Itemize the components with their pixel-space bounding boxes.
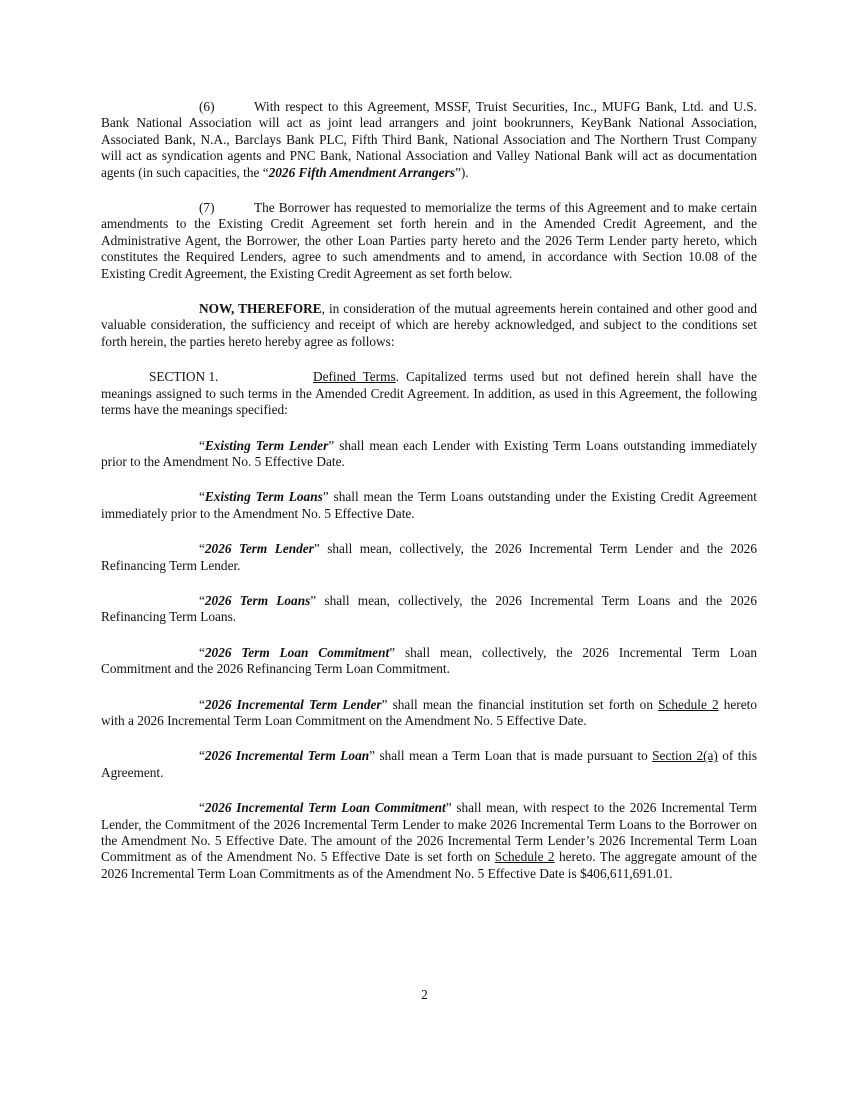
document-page: [101, 99, 757, 901]
definition: “2026 Term Loan Commitment” shall mean, collectively, the 2026 Incremental Term Loan Commitment and the 2026 Refinancing Term Loan Commitment.: [101, 644, 757, 677]
paragraph-7: (7) The Borrower has requested to memorialize the terms of this Agreement and to make certain amendments to the Existing Credit Agreement set forth herein and in the Amended Credit Agreement, and the Administrative Agent, the Borrower, the other Loan Parties party hereto and the 2026 Term Lender party hereto, which constitutes the Required Lenders, agree to such amendments and to amend, in accordance with Section 10.08 of the Existing Credit Agreement, the Existing Credit Agreement as set forth below.: [101, 200, 757, 281]
section-label: SECTION 1.: [149, 369, 219, 385]
paragraph-number: (6): [199, 99, 215, 114]
defined-term: 2026 Incremental Term Loan: [204, 748, 370, 764]
defined-term: Existing Term Loans: [204, 489, 323, 505]
now-therefore-paragraph: NOW, THEREFORE, in consideration of the mutual agreements herein contained and other good and valuable consideration, the sufficiency and receipt of which are hereby acknowledged, and subject to the conditions set forth herein, the parties hereto hereby agree as follows:: [101, 301, 757, 349]
page-number: 2: [421, 987, 428, 1002]
schedule-reference: Schedule 2: [658, 696, 719, 712]
section-reference: Section 2(a): [652, 748, 718, 764]
definition: “2026 Term Lender” shall mean, collectively, the 2026 Incremental Term Lender and the 2026 Refinancing Term Lender.: [101, 541, 757, 573]
defined-term: 2026 Incremental Term Lender: [204, 696, 382, 712]
schedule-reference: Schedule 2: [494, 849, 555, 865]
definition: “2026 Term Loans” shall mean, collectively, the 2026 Incremental Term Loans and the 2026 Refinancing Term Loans.: [101, 592, 757, 625]
definition: “2026 Incremental Term Loan Commitment” shall mean, with respect to the 2026 Incremental Term Lender, the Commitment of the 2026 Incremental Term Lender to make 2026 Incremental Term Loans to the Borrower on the Amendment No. 5 Effective Date. The amount of the 2026 Incremental Term Lender’s 2026 Incremental Term Loan Commitment as of the Amendment No. 5 Effective Date is set forth on Schedule 2 hereto. The aggregate amount of the 2026 Incremental Term Loan Commitments as of the Amendment No. 5 Effective Date is $406,611,691.01.: [101, 800, 757, 881]
definition: “2026 Incremental Term Lender” shall mean the financial institution set forth on Schedule 2 hereto with a 2026 Incremental Term Loan Commitment on the Amendment No. 5 Effective Date.: [101, 696, 757, 728]
defined-term: 2026 Term Loans: [204, 592, 311, 608]
defined-term: 2026 Term Lender: [204, 541, 314, 557]
paragraph-number: (7): [199, 200, 215, 216]
defined-term: 2026 Fifth Amendment Arrangers: [268, 164, 455, 180]
defined-term: 2026 Term Loan Commitment: [204, 644, 390, 660]
definition: “Existing Term Loans” shall mean the Term Loans outstanding under the Existing Credit Agreement immediately prior to the Amendment No. 5 Effective Date.: [101, 489, 757, 521]
defined-term: 2026 Incremental Term Loan Commitment: [204, 800, 446, 816]
section-1-paragraph: SECTION 1. Defined Terms. Capitalized terms used but not defined herein shall have the meanings assigned to such terms in the Amended Credit Agreement. In addition, as used in this Agreement, the following terms have the meanings specified:: [101, 369, 757, 418]
definition: “2026 Incremental Term Loan” shall mean a Term Loan that is made pursuant to Section 2(a) of this Agreement.: [101, 748, 757, 780]
defined-term: Existing Term Lender: [204, 437, 329, 453]
paragraph-6: (6) With respect to this Agreement, MSSF, Truist Securities, Inc., MUFG Bank, Ltd. and U.S. Bank National Association will act as joint lead arrangers and joint bookrunners, KeyBank National Association, Associated Bank, N.A., Barclays Bank PLC, Fifth Third Bank, National Association and The Northern Trust Company will act as syndication agents and PNC Bank, National Association and Valley National Bank will act as documentation agents (in such capacities, the “2026 Fifth Amendment Arrangers”).: [101, 99, 757, 180]
section-heading: Defined Terms: [313, 369, 396, 385]
definition: “Existing Term Lender” shall mean each Lender with Existing Term Loans outstanding immediately prior to the Amendment No. 5 Effective Date.: [101, 437, 757, 469]
